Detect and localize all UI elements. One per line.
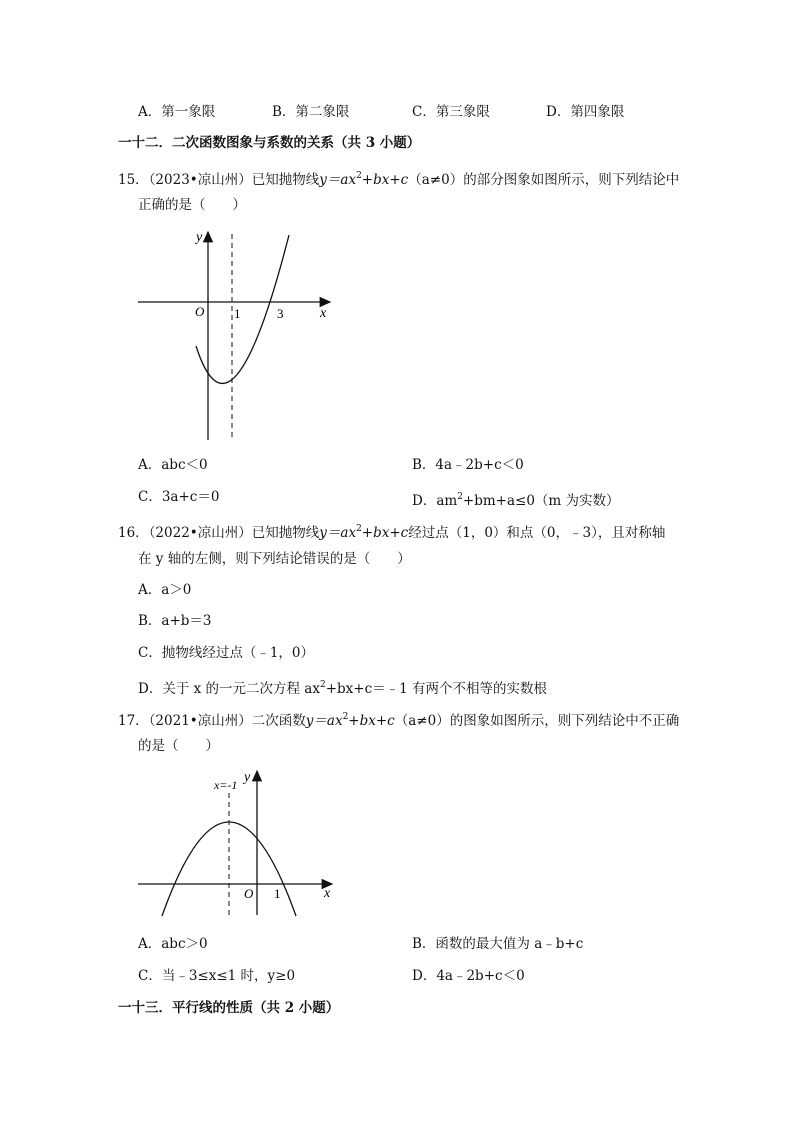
q15-equation-part-b: +bx+c <box>361 172 409 188</box>
q16-option-d-pre: D．关于 x 的一元二次方程 ax <box>138 681 320 697</box>
q16-option-b: B．a+b＝3 <box>138 613 212 629</box>
q15-equation-part-a: y＝ax <box>319 172 357 188</box>
q14-option-a: A．第一象限 <box>138 104 216 120</box>
q15-stem-post: 的部分图象如图所示，则下列结论中 <box>463 172 680 188</box>
q16-option-d-post: +bx+c＝﹣1 有两个不相等的实数根 <box>325 681 548 697</box>
q17-tick-label-1: 1 <box>274 886 281 901</box>
q17-source: （2021•凉山州） <box>148 713 252 729</box>
q17-equation-part-b: +bx+c <box>348 713 395 729</box>
q15-stem-pre: 已知抛物线 <box>251 172 320 188</box>
q15-option-d-post: +bm+a≤0（m 为实数） <box>462 493 620 509</box>
q15-stem-line2: 正确的是（ ） <box>138 197 246 213</box>
q15-y-label: y <box>196 230 203 245</box>
q16-source: （2022•凉山州） <box>148 525 252 541</box>
q16-stem-line2: 在 y 轴的左侧，则下列结论错误的是（ ） <box>138 551 411 567</box>
q16-equation-part-a: y＝ax <box>319 525 357 541</box>
q15-origin-label: O <box>195 304 205 319</box>
q17-symmetry-axis-label: x=-1 <box>214 778 238 792</box>
q15-option-a: A．abc＜0 <box>138 457 208 473</box>
q17-option-c: C．当﹣3≤x≤1 时，y≥0 <box>138 968 296 984</box>
q17-origin-label: O <box>244 886 254 901</box>
q17-stem-post: 的图象如图所示，则下列结论中不正确 <box>449 713 680 729</box>
q15-option-d <box>412 487 620 511</box>
q17-stem-pre: 二次函数 <box>251 713 306 729</box>
q17-number: 17． <box>118 713 149 729</box>
q16-equation-exponent: 2 <box>356 524 362 534</box>
q16-stem-post: 经过点（1，0）和点（0，﹣3），且对称轴 <box>408 525 666 541</box>
q15-option-c: C．3a+c＝0 <box>138 489 220 505</box>
q15-option-b: B．4a﹣2b+c＜0 <box>412 457 524 473</box>
q17-equation-part-a: y＝ax <box>305 713 343 729</box>
q16-stem-pre: 已知抛物线 <box>251 525 320 541</box>
q15-source: （2023•凉山州） <box>148 172 252 188</box>
q15-tick-label-1: 1 <box>234 306 241 321</box>
q15-equation-exponent: 2 <box>356 171 362 181</box>
q17-option-d: D．4a﹣2b+c＜0 <box>412 968 525 984</box>
q15-parabola-graph <box>130 222 350 446</box>
q17-option-b: B．函数的最大值为 a﹣b+c <box>412 936 584 952</box>
q16-equation-part-b: +bx+c <box>361 525 409 541</box>
q15-stem-line1 <box>118 166 679 190</box>
q16-number: 16． <box>118 525 149 541</box>
q15-tick-label-3: 3 <box>277 306 284 321</box>
q15-option-d-exponent: 2 <box>457 492 463 502</box>
q17-y-label: y <box>244 770 251 785</box>
q16-stem-line1 <box>118 519 665 543</box>
q17-stem-line1 <box>118 707 679 731</box>
q15-number: 15． <box>118 172 149 188</box>
q17-parabola-graph <box>130 765 350 925</box>
q14-option-b: B．第二象限 <box>272 104 350 120</box>
q16-option-a: A．a＞0 <box>138 582 192 598</box>
q15-x-label: x <box>320 306 327 321</box>
q17-stem-line2: 的是（ ） <box>138 738 219 754</box>
q16-option-d-exponent: 2 <box>319 680 326 690</box>
q14-option-c: C．第三象限 <box>412 104 490 120</box>
q15-condition: （a≠0） <box>408 172 464 188</box>
q17-equation-exponent: 2 <box>342 712 349 722</box>
q15-parabola-curve <box>196 235 289 383</box>
q17-x-label: x <box>324 886 331 901</box>
section-heading-12: 一十二．二次函数图象与系数的关系（共 3 小题） <box>118 135 421 151</box>
q14-option-d: D．第四象限 <box>546 104 625 120</box>
section-heading-13: 一十三．平行线的性质（共 2 小题） <box>118 1000 340 1016</box>
q17-condition: （a≠0） <box>394 713 450 729</box>
q15-option-d-pre: D．am <box>412 493 458 509</box>
q16-option-d <box>138 675 547 699</box>
q16-option-c: C．抛物线经过点（﹣1，0） <box>138 645 315 661</box>
q17-option-a: A．abc＞0 <box>138 936 208 952</box>
